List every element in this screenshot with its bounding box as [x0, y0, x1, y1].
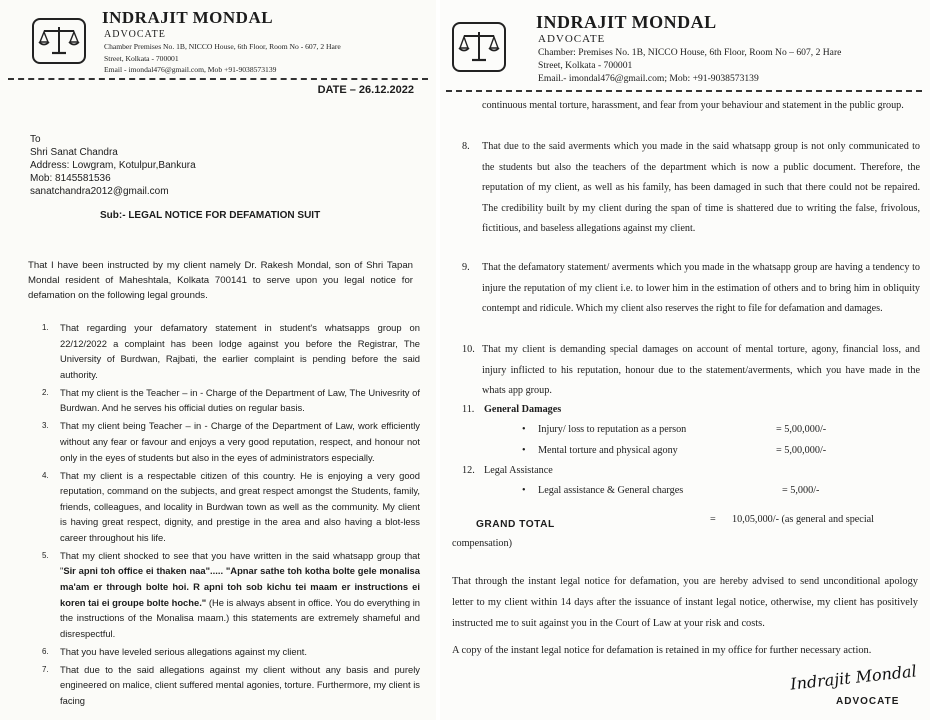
- intro-paragraph: That I have been instructed by my client namely Dr. Rakesh Mondal, son of Shri Tapan Mondal resident of Maheshtala, Kolkata 700141 to serve upon you legal notice for defamation on the following legal grounds.: [28, 260, 413, 301]
- continuation-paragraph: continuous mental torture, harassment, and fear from your behaviour and statement in the public group.: [482, 100, 904, 111]
- grand-total-label: GRAND TOTAL: [476, 519, 555, 530]
- list-item: 1. That regarding your defamatory statement in student's whatsapps group on 22/12/2022 a complaint has been lodge against you before the Registrar, The University of Burdwan, Rajbati, the earlier complaint is pending before the said authority.: [42, 322, 420, 380]
- letterhead-contact: Email - imondal476@gmail.com, Mob +91-9038573139: [104, 65, 277, 74]
- bullet-icon: •: [522, 485, 526, 496]
- list-item: 7. That due to the said allegations against my client without any basis and purely engineered on malice, client suffered mental agonies, torture. Furthermore, my client is facing: [42, 663, 420, 706]
- retention-paragraph: A copy of the instant legal notice for defamation is retained in my office for further necessary action.: [452, 645, 872, 656]
- letterhead-name: INDRAJIT MONDAL: [102, 8, 274, 27]
- point-number: 12.: [462, 465, 475, 476]
- letterhead-divider: [8, 78, 428, 80]
- letterhead-chamber-line2: Street, Kolkata - 700001: [104, 54, 179, 63]
- list-item: 6. That you have leveled serious allegations against my client.: [42, 645, 308, 657]
- list-item: That due to the said averments which you made in the said whatsapp group is not only communicated to the students but also the teachers of the department which is now a public document. Therefore, the reputation of my client, as well as his family, has been damaged in such that there could not be repaired. The credibility built by my client during the span of time is shattered due to writing the false, frivolous, fictitious, and baseless allegations against my client.: [482, 141, 920, 234]
- notice-body-page2: continuous mental torture, harassment, and fear from your behaviour and statement in the public group. 8. That due to the said averments which you made in the said whatsapp group is not only communicated to the students but also the teachers of the department which is now a public document. Therefore, the reputation of my client, as well as his family, has been damaged in such that there could not be repaired. The credibility built by my client during the span of time is shattered due to writing the false, frivolous, fictitious, and baseless allegations against my client. 9. That the defamatory statement/ averments which you made in the whatsapp group are having a tendency to injure the reputation of my client i.e. to lower him in the estimation of others and to bring him in obliquity contempt and ridicule. Which my client also reserves the right to file for defamation and damages. 10. That my client is demanding special damages on account of mental torture, agony, financial loss, and injury inflicted to his reputation, honour due to the statement/averments, which you have made in the whats app group. 11. General Damages • Injury/ loss to reputation as a person = 5,00,000/- • Mental torture and physical agony = 5,00,000/- 12. Legal Assistance • Legal assistance & General charges = 5,000/- GRAND TOTAL = 10,05,000/- (as general and special compensation) That through the instant legal notice for defamation, you are hereby advised to send unconditional apology letter to my client within 14 days after the issuance of instant legal notice, otherwise, my client has positively instructed me to suit against you in the Court of Law at your risk and costs. A copy of the instant legal notice for defamation is retained in my office for further necessary action.: [440, 0, 930, 720]
- list-item: That the defamatory statement/ averments which you made in the whatsapp group are having a tendency to injure the reputation of my client i.e. to lower him in the estimation of others and to bring him in obliquity contempt and ridicule. Which my client also reserves the right to file for defamation and damages.: [482, 262, 920, 314]
- recipient-address: Address: Lowgram, Kotulpur,Bankura: [30, 160, 196, 171]
- recipient-email: sanatchandra2012@gmail.com: [30, 186, 169, 197]
- point-number: 11.: [462, 404, 475, 415]
- list-item: That my client is demanding special damages on account of mental torture, agony, financial loss, and injury inflicted to his reputation, honour due to the statement/averments, which you have made in the whats app group.: [482, 344, 920, 396]
- point-number: 8.: [462, 141, 470, 152]
- notice-date: DATE – 26.12.2022: [317, 84, 414, 96]
- bullet-icon: •: [522, 424, 526, 435]
- point-number: 9.: [462, 262, 470, 273]
- grand-total-continuation: compensation): [452, 538, 512, 549]
- grounds-list-page1: [28, 320, 420, 711]
- bullet-icon: •: [522, 445, 526, 456]
- general-damages-heading: General Damages: [484, 404, 562, 415]
- recipient-name: Shri Sanat Chandra: [30, 147, 118, 158]
- list-item: 2. That my client is the Teacher – in - Charge of the Department of Law, The Univesrity of Burdwan. And he serves his official duties on regular basis.: [42, 386, 420, 414]
- list-item: 5. That my client shocked to see that you have written in the said whatsapp group that "Sir apni toh office ei thaken naa"..... "Apnar sathe toh kotha bolte gele monalisa ma'am er through bolte hoi. R apni toh sob kichu tei maam er instructions ei koren tai ei groupe bolte hoche." (He is always absent in office. You do everything in the instructions of the Monalisa maam.) this statements are extremely shameful and disrespectful.: [42, 549, 420, 639]
- letterhead-chamber-line2: Street, Kolkata - 700001: [538, 60, 633, 71]
- letterhead-chamber-line1: Chamber: Premises No. 1B, NICCO House, 6th Floor, Room No – 607, 2 Hare: [538, 47, 842, 58]
- quoted-statement: Sir apni toh office ei thaken naa"..... "Apnar sathe toh kotha bolte gele monalisa ma'am er through bolte hoi. R apni toh sob kichu tei maam er instructions ei koren tai ei groupe bolte hoche.": [60, 565, 420, 608]
- scales-of-justice-icon: [32, 18, 86, 64]
- recipient-block: [30, 133, 196, 198]
- signatory-title: ADVOCATE: [836, 696, 900, 707]
- letterhead-contact: Email.- imondal476@gmail.com; Mob: +91-9038573139: [538, 73, 759, 84]
- recipient-mobile: Mob: 8145581536: [30, 173, 111, 184]
- list-item: 3. That my client being Teacher – in - Charge of the Department of Law, work efficiently without any fear or favour and enjoys a very good reputation, respect, and honour not only in the eyes of students but also in the eyes of administrators especially.: [42, 420, 420, 463]
- handwritten-signature: Indrajit Mondal: [789, 661, 918, 694]
- list-item: 4. That my client is a respectable citizen of this country. He is enjoying a very good reputation, command on the subjects, and great respect amongst the Students, family, friends, colleagues, and locality in Burdwan town as well as the community. My client is having great respect, dignity, and prestige in the area and also having a blot-less career throughout his life.: [42, 469, 420, 543]
- subject-line: Sub:- LEGAL NOTICE FOR DEFAMATION SUIT: [100, 210, 321, 221]
- letter-page-2: [440, 0, 930, 720]
- closing-paragraph: That through the instant legal notice for defamation, you are hereby advised to send unconditional apology letter to my client within 14 days after the issuance of instant legal notice, otherwise, my client has positively instructed me to suit against you in the Court of Law at your risk and costs.: [452, 576, 918, 629]
- letterhead-name: INDRAJIT MONDAL: [536, 12, 717, 32]
- point-number: 10.: [462, 344, 475, 355]
- letterhead-title: ADVOCATE: [538, 33, 606, 45]
- letter-page-1: [0, 0, 436, 720]
- letterhead-title: ADVOCATE: [104, 29, 166, 40]
- legal-assistance-heading: Legal Assistance: [484, 465, 553, 476]
- grand-total-amount: 10,05,000/- (as general and special: [732, 514, 875, 525]
- letterhead-chamber-line1: Chamber Premises No. 1B, NICCO House, 6th Floor, Room No - 607, 2 Hare: [104, 42, 341, 51]
- recipient-to: To: [30, 134, 41, 145]
- grand-total-eq: =: [710, 514, 716, 525]
